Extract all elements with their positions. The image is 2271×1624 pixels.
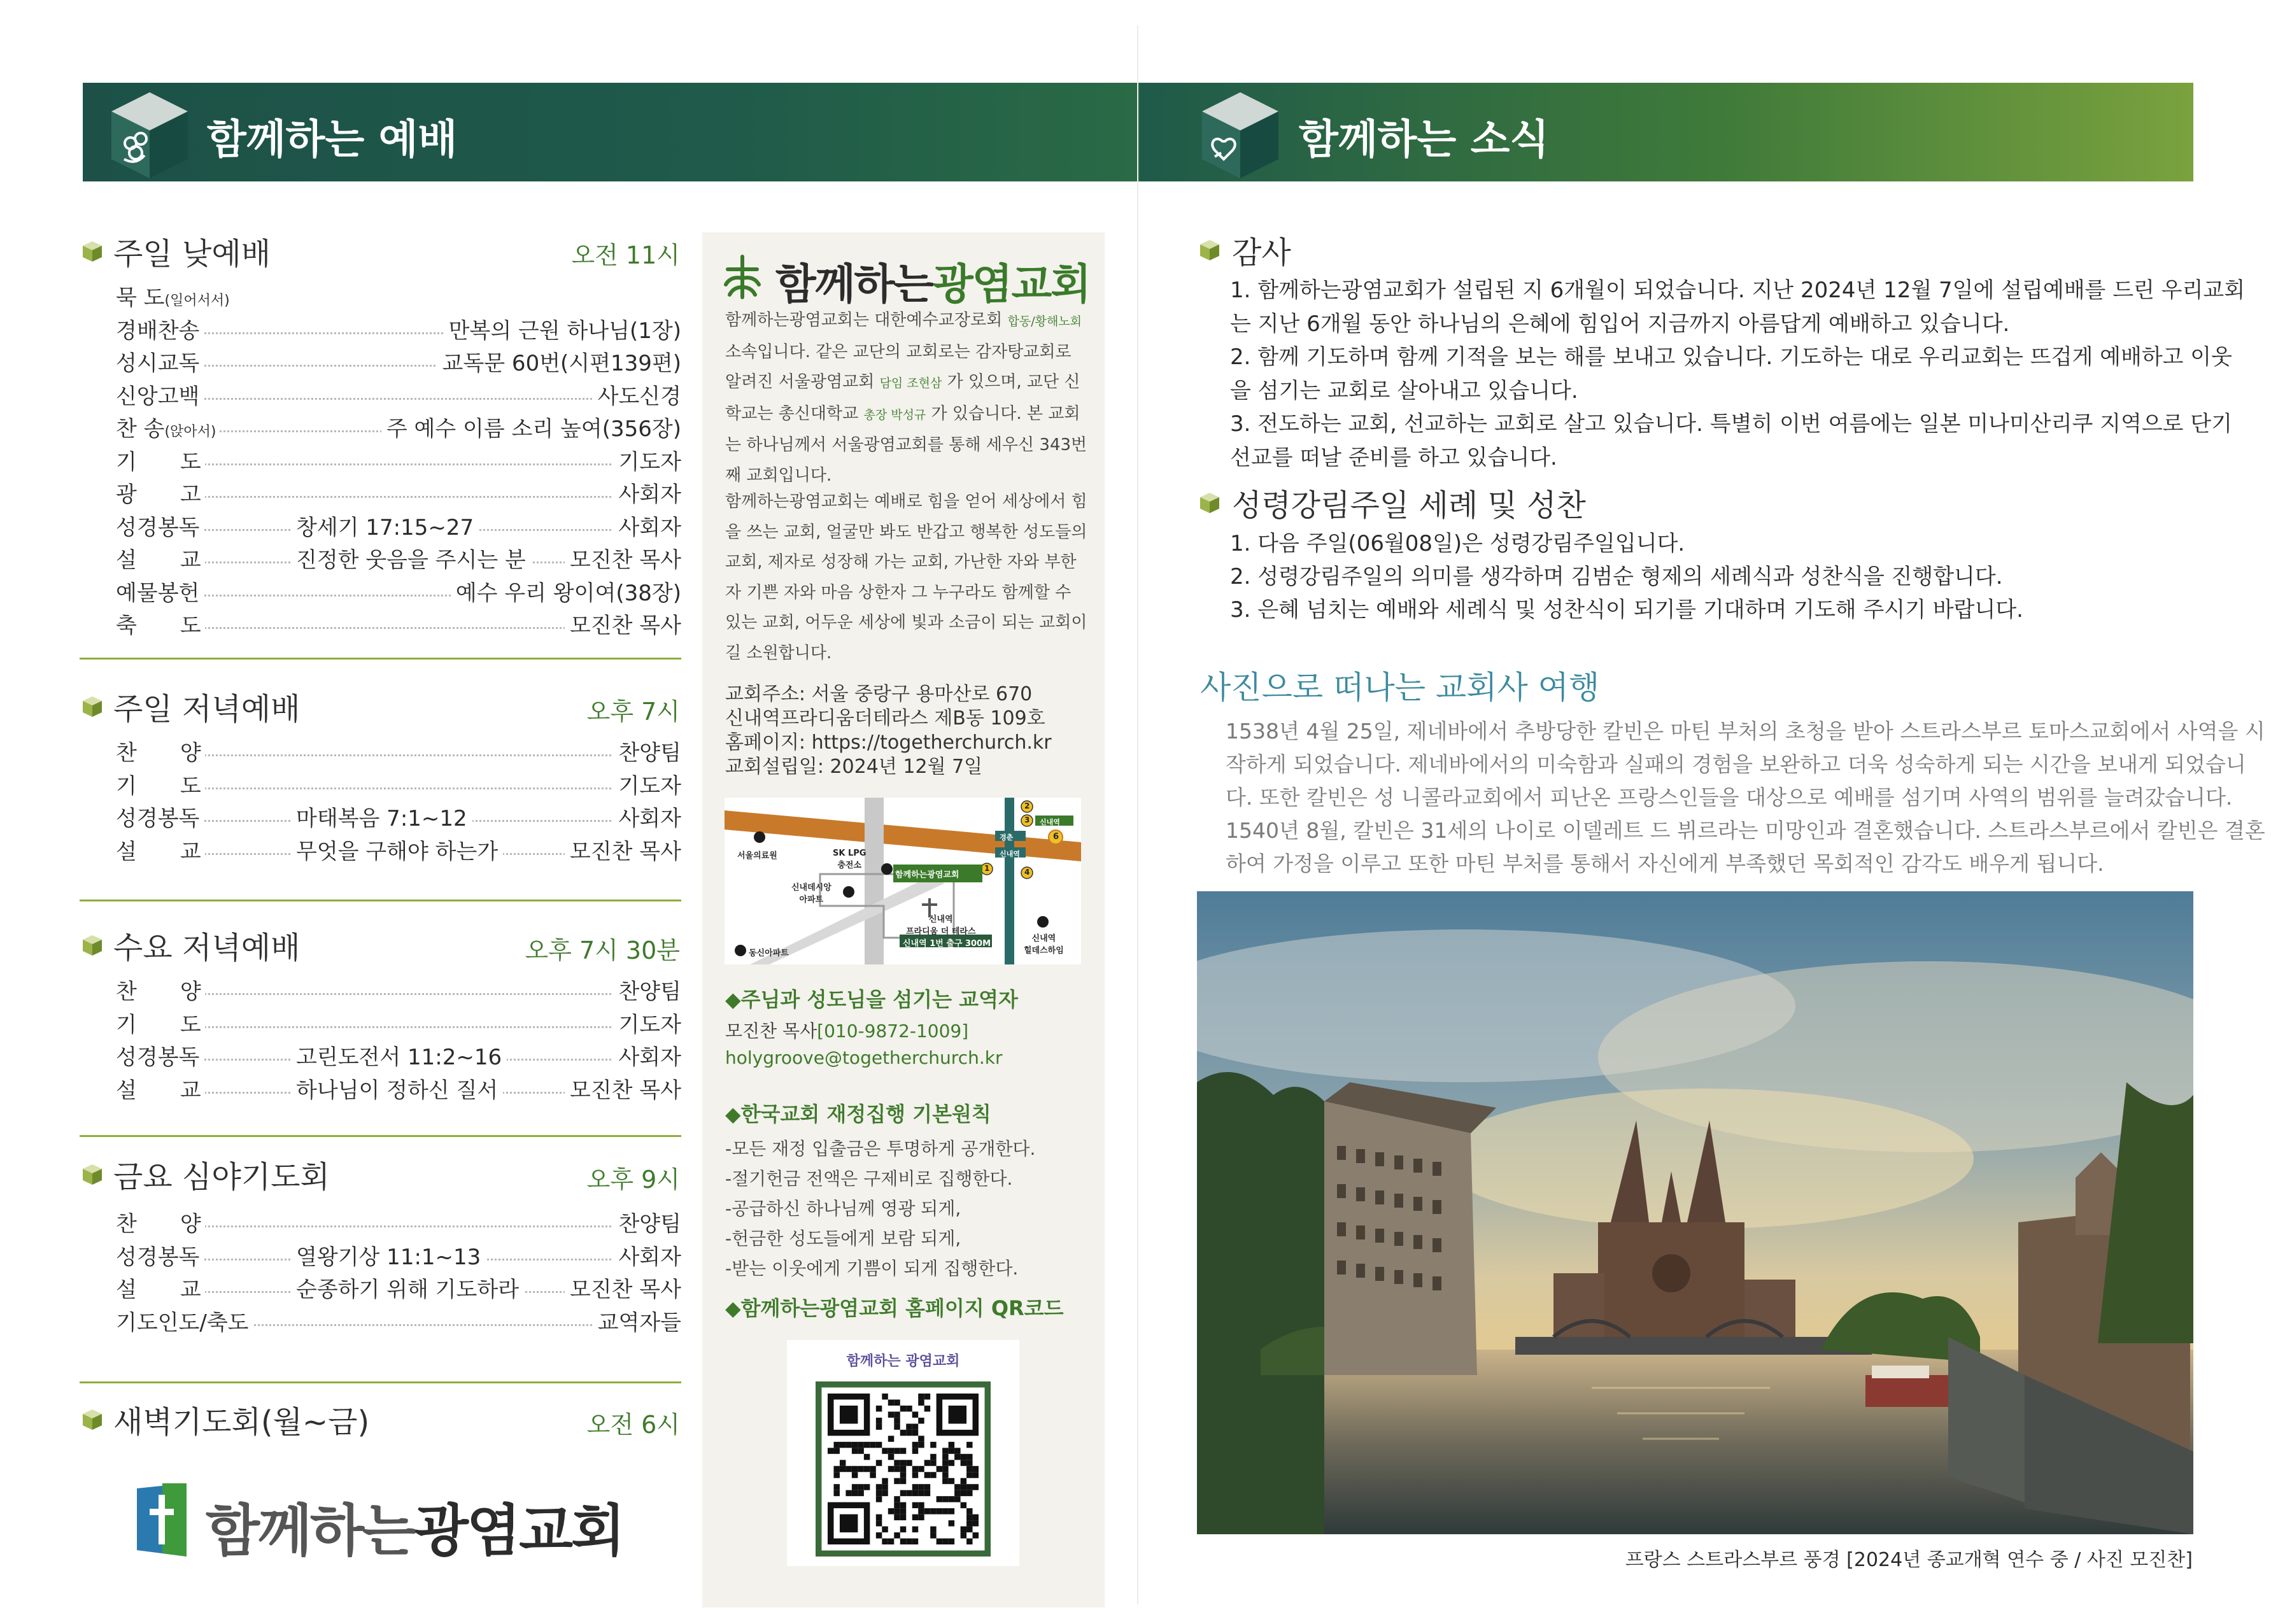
order-label: [116, 1007, 205, 1038]
thanks-line: 는 지난 6개월 동안 하나님의 은혜에 힘입어 지금까지 아름답게 예배하고 있습니다.: [1230, 311, 2010, 337]
photo-caption: 프랑스 스트라스부르 풍경 [2024년 종교개혁 연수 중 / 사진 모진찬]: [1625, 1549, 2193, 1571]
cube-hands-icon: [105, 83, 194, 178]
map-label-church: 함께하는광염교회: [895, 870, 959, 880]
order-row: [116, 1239, 681, 1271]
travel-title: 사진으로 떠나는 교회사 여행: [1200, 669, 1600, 706]
church-intro-text: [725, 306, 1088, 491]
service-bullet-icon: [81, 240, 103, 263]
map-label-exit: 신내역 1번 출구 300M: [903, 939, 991, 949]
order-label-text: 기 도: [116, 449, 201, 475]
order-label-text: 설 교: [116, 838, 201, 865]
order-label: [116, 801, 203, 832]
order-label-text: 성경봉독: [116, 514, 200, 540]
finance-heading: ◆한국교회 재정집행 기본원칙: [725, 1102, 991, 1126]
order-row: [116, 1073, 681, 1105]
qr-heading: ◆함께하는광염교회 홈페이지 QR코드: [725, 1296, 1064, 1320]
order-row: [116, 575, 681, 607]
order-label-text: 찬 양: [116, 1211, 201, 1237]
order-label: [116, 477, 205, 508]
order-label: [116, 1040, 203, 1071]
order-row: [116, 1007, 681, 1039]
order-label-text: 기도인도/축도: [116, 1310, 249, 1336]
contact-email[interactable]: holygroove@togetherchurch.kr: [725, 1047, 1003, 1068]
service-time: 오후 9시: [586, 1166, 680, 1194]
info-brand: [775, 250, 1090, 311]
address-line: 교회설립일: 2024년 12월 7일: [725, 756, 983, 778]
qr-label: 함께하는 광염교회: [846, 1353, 960, 1369]
service-bullet-icon: [81, 1163, 103, 1186]
travel-line: 다. 또한 칼빈은 성 니콜라교회에서 피난온 프랑스인들을 대상으로 예배를 섬기며 사역의 범위를 늘려갔습니다.: [1226, 785, 2233, 810]
order-value: 사회자: [613, 510, 681, 541]
order-label-text: 찬 양: [116, 740, 201, 766]
logo-prefix: 함께하는: [206, 1498, 415, 1564]
service-bullet-icon: [81, 934, 103, 957]
map-label-dongsin: 동신아파트: [749, 949, 789, 958]
cross-logo-icon: [137, 1483, 188, 1557]
order-value: 사회자: [613, 1239, 681, 1271]
service-time: 오후 7시: [586, 698, 680, 726]
order-label-text: 찬 양: [116, 979, 201, 1005]
thanks-line: 선교를 떠날 준비를 하고 있습니다.: [1230, 444, 1557, 470]
order-row: [116, 444, 681, 476]
order-label: [116, 411, 220, 442]
order-value: 찬양팀: [613, 974, 681, 1005]
order-label: [116, 280, 234, 311]
service-bullet-icon: [81, 695, 103, 718]
order-value: 사회자: [613, 801, 681, 832]
order-value: 찬양팀: [613, 1206, 681, 1238]
order-row: [116, 510, 681, 542]
map-label-sk-lpg: SK LPG 충전소: [833, 849, 867, 870]
service-title: 수요 저녁예배: [113, 930, 301, 966]
church-info-panel: [702, 232, 1105, 1607]
order-row: [116, 608, 681, 640]
order-row: [116, 768, 681, 800]
service-time: 오전 11시: [571, 241, 680, 269]
order-label: [116, 346, 203, 377]
map-marker-3: 3: [1024, 816, 1030, 824]
map-marker-6: 6: [1053, 832, 1059, 842]
thanks-title: 감사: [1232, 235, 1291, 271]
qr-code-card[interactable]: [787, 1340, 1019, 1566]
qr-code-image: [816, 1381, 991, 1557]
order-label: [116, 379, 203, 410]
intro-text: 소속입니다. 같은 교단의 교회로는 감자탕교회로 알려진 서울광염교회: [725, 342, 1072, 392]
travel-line: 1538년 4월 25일, 제네바에서 추방당한 칼빈은 마틴 부처의 초청을 받아 스트라스부르 토마스교회에서 사역을 시: [1226, 719, 2265, 744]
map-label-apartment: 신내데시앙 아파트: [791, 883, 831, 905]
travel-line: 1540년 8월, 칼빈은 31세의 나이로 이델레트 드 뷔르라는 미망인과 결혼했습니다. 스트라스부르에서 칼빈은 결혼: [1226, 818, 2265, 843]
address-line: 교회주소: 서울 중랑구 용마산로 670: [725, 683, 1033, 705]
order-label: [116, 1206, 205, 1238]
thanks-bullet-icon: [1199, 239, 1220, 262]
pentecost-line: 1. 다음 주일(06월08일)은 성령강림주일입니다.: [1230, 531, 1685, 556]
finance-principle: -받는 이웃에게 기쁨이 되게 집행한다.: [725, 1258, 1019, 1279]
order-scripture: 열왕기상 11:1~13: [291, 1239, 486, 1271]
order-label-text: 설 교: [116, 547, 201, 573]
order-label: [116, 768, 205, 800]
service-title: 새벽기도회(월~금): [113, 1404, 370, 1440]
order-row: [116, 834, 681, 866]
order-scripture: 진정한 웃음을 주시는 분: [291, 542, 531, 574]
order-row: [116, 477, 681, 509]
news-title: 함께하는 소식: [1299, 117, 1550, 164]
order-value: 사회자: [613, 1040, 681, 1071]
map-label-hills: 신내역 힐데스하임: [1024, 934, 1064, 956]
order-row: [116, 801, 681, 833]
thanks-line: 3. 전도하는 교회, 선교하는 교회로 살고 있습니다. 특별히 이번 여름에는 일본 미나미산리쿠 지역으로 단기: [1230, 411, 2232, 437]
church-sprout-icon: [719, 253, 766, 300]
order-value: 사도신경: [593, 379, 681, 410]
order-row: [116, 1206, 681, 1238]
order-label-note: (일어서서): [164, 293, 230, 309]
order-label-text: 축 도: [116, 613, 201, 639]
order-scripture: 하나님이 정하신 질서: [291, 1073, 503, 1104]
order-value: 기도자: [613, 768, 681, 800]
contact-line: [725, 1017, 968, 1043]
contact-phone[interactable]: [010-9872-1009]: [817, 1020, 969, 1041]
contact-name: 모진찬 목사: [725, 1020, 817, 1041]
order-label-text: 찬 송: [116, 416, 165, 442]
order-row: [116, 735, 681, 767]
service-time: 오후 7시 30분: [525, 936, 680, 964]
contact-heading: ◆주님과 성도님을 섬기는 교역자: [725, 987, 1018, 1012]
order-value: 교독문 60번(시편139편): [437, 346, 681, 377]
pentecost-bullet-icon: [1199, 491, 1220, 514]
order-value: 모진찬 목사: [565, 608, 681, 639]
order-label-text: 설 교: [116, 1277, 201, 1303]
map-label-station-sinnae: 신내역: [1000, 850, 1020, 858]
order-value: 모진찬 목사: [565, 1073, 681, 1104]
travel-line: 하여 가정을 이루고 또한 마틴 부처를 통해서 자신에게 부족했던 목회적인 감각도 배우게 됩니다.: [1226, 851, 2104, 876]
finance-principle: -헌금한 성도들에게 보람 되게,: [725, 1228, 961, 1249]
order-scripture: 무엇을 구해야 하는가: [291, 834, 503, 865]
order-value: 만복의 근원 하나님(1장): [444, 313, 681, 344]
worship-header-banner: [83, 83, 1140, 181]
order-label-text: 성경봉독: [116, 1045, 200, 1070]
map-marker-1: 1: [984, 864, 990, 873]
page-fold-divider: [1137, 25, 1138, 1604]
order-row: [116, 313, 681, 345]
order-label-text: 기 도: [116, 1012, 201, 1038]
order-row: [116, 974, 681, 1006]
map-label-station: 신내역: [1040, 818, 1060, 826]
service-title: 주일 저녁예배: [113, 691, 301, 727]
map-marker-4: 4: [1024, 868, 1030, 877]
worship-title: 함께하는 예배: [207, 117, 458, 164]
order-scripture: 고린도전서 11:2~16: [291, 1040, 507, 1071]
intro-text: 가 있습니다. 본 교회는 하나님께서 서울광염교회를 통해 세우신 343번째 교회입니다.: [725, 404, 1087, 485]
order-scripture: 창세기 17:15~27: [291, 510, 479, 541]
order-row: [116, 1040, 681, 1071]
thanks-line: 1. 함께하는광염교회가 설립된 지 6개월이 되었습니다. 지난 2024년 12월 7일에 설립예배를 드린 우리교회: [1230, 278, 2246, 303]
order-label-text: 예물봉헌: [116, 580, 200, 606]
section-divider: [80, 1381, 681, 1383]
intro-note: 총장 박성규: [863, 407, 926, 422]
order-value: 사회자: [613, 477, 681, 508]
order-label-text: 설 교: [116, 1077, 201, 1103]
order-value: 찬양팀: [613, 735, 681, 766]
order-value: 모진찬 목사: [565, 542, 681, 574]
location-map: [725, 798, 1081, 964]
order-label-text: 성경봉독: [116, 1244, 200, 1270]
order-label: [116, 608, 205, 639]
cube-heart-icon: [1196, 83, 1285, 178]
order-value: 모진찬 목사: [565, 1272, 681, 1303]
section-divider: [80, 658, 681, 660]
finance-principle: -절기헌금 전액은 구제비로 집행한다.: [725, 1168, 1013, 1189]
thanks-line: 을 섬기는 교회로 살아내고 있습니다.: [1230, 378, 1578, 404]
church-logo-bottom: [137, 1483, 640, 1564]
order-scripture: 마태복음 7:1~12: [291, 801, 472, 832]
order-label: [116, 735, 205, 766]
order-label-text: 광 고: [116, 482, 201, 507]
address-line: 신내역프라디움더테라스 제B동 109호: [725, 707, 1045, 730]
section-divider: [80, 1135, 681, 1137]
info-brand-name: 광염교회: [933, 260, 1091, 309]
order-row: [116, 346, 681, 378]
order-value: 기도자: [613, 444, 681, 476]
order-row: [116, 379, 681, 411]
travel-line: 작하게 되었습니다. 제네바에서의 미숙함과 실패의 경험을 보완하고 더욱 성숙하게 되는 시간을 보내게 되었습니: [1226, 752, 2246, 777]
intro-text: 함께하는광염교회는 대한예수교장로회: [725, 311, 1008, 330]
order-row: [116, 1272, 681, 1304]
news-header-banner: [1140, 83, 2193, 181]
order-label: [116, 1239, 203, 1271]
order-label-text: 성경봉독: [116, 806, 200, 831]
order-value: 모진찬 목사: [565, 834, 681, 865]
info-brand-prefix: 함께하는: [775, 260, 933, 309]
strasbourg-photo: [1197, 891, 2193, 1534]
map-label-terrace: 신내역 프라디움 더 테라스: [906, 915, 976, 936]
order-label-text: 묵 도: [116, 285, 165, 311]
order-row: [116, 411, 681, 443]
order-value: 주 예수 이름 소리 높여(356장): [381, 411, 681, 442]
service-title: 금요 심야기도회: [113, 1159, 330, 1195]
order-label-text: 경배찬송: [116, 318, 200, 344]
pentecost-line: 3. 은혜 넘치는 예배와 세례식 및 성찬식이 되기를 기대하며 기도해 주시기 바랍니다.: [1230, 597, 2023, 623]
order-scripture: 순종하기 위해 기도하라: [291, 1272, 524, 1303]
logo-name: 광염교회: [414, 1498, 624, 1564]
thanks-line: 2. 함께 기도하며 함께 기적을 보는 해를 보내고 있습니다. 기도하는 대로 우리교회는 뜨겁게 예배하고 이웃: [1230, 344, 2232, 370]
intro-note: 담임 조현삼: [879, 376, 942, 390]
order-label-text: 기 도: [116, 773, 201, 799]
service-time: 오전 6시: [586, 1411, 680, 1439]
order-row: [116, 542, 681, 574]
order-label: [116, 313, 203, 344]
finance-principle: -모든 재정 입출금은 투명하게 공개한다.: [725, 1138, 1036, 1159]
intro-text: 가 있으며, 교단 신학교는 총신대학교: [725, 372, 1080, 423]
service-title: 주일 낮예배: [113, 236, 271, 272]
homepage-link[interactable]: 홈페이지: https://togetherchurch.kr: [725, 731, 1052, 754]
service-bullet-icon: [81, 1408, 103, 1431]
order-label: [116, 1073, 205, 1104]
order-label: [116, 1272, 205, 1303]
order-label: [116, 510, 203, 541]
order-label-text: 성시교독: [116, 351, 200, 376]
order-value: 기도자: [613, 1007, 681, 1038]
finance-principle: -공급하신 하나님께 영광 되게,: [725, 1198, 961, 1219]
order-label: [116, 575, 203, 607]
order-label: [116, 974, 205, 1005]
pentecost-line: 2. 성령강림주일의 의미를 생각하며 김범순 형제의 세례식과 성찬식을 진행합니다.: [1230, 564, 2003, 590]
order-label: [116, 542, 205, 574]
map-marker-2: 2: [1024, 801, 1030, 810]
map-label-station-gyeongchun: 경춘: [1000, 833, 1014, 842]
church-mission-text: 함께하는광염교회는 예배로 힘을 얻어 세상에서 힘을 쓰는 교회, 얼굴만 봐도 반갑고 행복한 성도들의 교회, 제자로 성장해 가는 교회, 가난한 자와 부한 자 기쁜 자와 마음 상한자 그 누구라도 함께할 수 있는 교회, 어두운 세상에 빛과 소금이 되는 교회이길 소원합니다.: [725, 492, 1087, 663]
pentecost-title: 성령강림주일 세례 및 성찬: [1232, 488, 1586, 523]
order-label: [116, 444, 205, 476]
order-row: [116, 280, 681, 312]
order-label: [116, 834, 205, 865]
order-label-text: 신앙고백: [116, 383, 200, 409]
section-divider: [80, 900, 681, 901]
order-label: [116, 1305, 253, 1336]
intro-note: 합동/황해노회: [1007, 314, 1082, 328]
logo-text: [206, 1486, 623, 1567]
order-row: [116, 1305, 681, 1337]
order-value: 교역자들: [593, 1305, 681, 1336]
order-value: 예수 우리 왕이여(38장): [451, 575, 681, 607]
map-label-seoul-hospital: 서울의료원: [737, 851, 777, 861]
order-label-note: (앉아서): [164, 424, 216, 440]
